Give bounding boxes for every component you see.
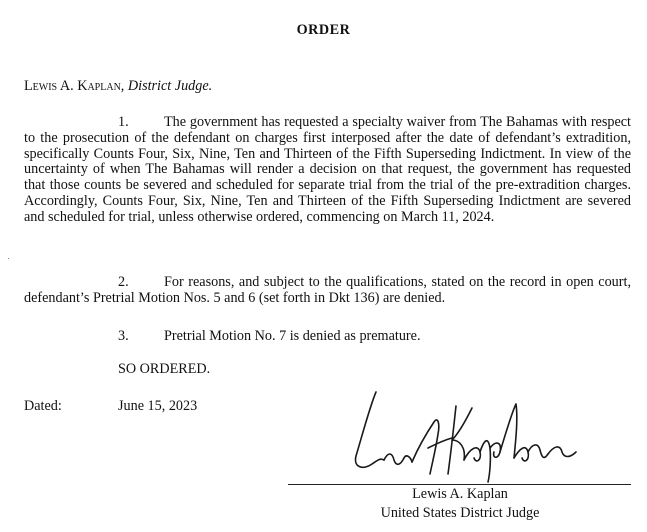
page-title: ORDER [296, 22, 351, 38]
signer-name: Lewis A. Kaplan [412, 486, 508, 502]
closing-so-ordered: SO ORDERED. [118, 361, 211, 377]
judge-name: Lewis A. Kaplan, [24, 78, 125, 94]
paragraph-number: 3. [118, 328, 129, 344]
paragraph-1 [24, 115, 631, 226]
paragraph-2 [24, 275, 631, 307]
paragraph-text: Pretrial Motion No. 7 is denied as premature. [164, 328, 421, 344]
paragraph-text: The government has requested a specialty waiver from The Bahamas with respect to the prosecution of the defendant on charges first interposed after the date of defendant’s extradition, specifically Counts Four, Six, Nine, Ten and Thirteen of the Fifth Superseding Indictment. In view of the uncertainty of when The Bahamas will render a decision on that request, the government has requested that those counts be severed and scheduled for separate trial from the trial of the pre-extradition charges. Accordingly, Counts Four, Six, Nine, Ten and Thirteen of the Fifth Superseding Indictment are severed and scheduled for trial, unless otherwise ordered, commencing on March 11, 2024. [24, 114, 631, 225]
judge-line [24, 79, 212, 95]
dated-label: Dated: [24, 398, 62, 414]
judge-title: District Judge. [127, 78, 213, 94]
paragraph-number: 1. [118, 114, 129, 130]
paragraph-number: 2. [118, 274, 129, 290]
paragraph-3 [24, 329, 631, 345]
signer-title: United States District Judge [380, 505, 540, 521]
paragraph-text: For reasons, and subject to the qualifications, stated on the record in open court, defendant’s Pretrial Motion Nos. 5 and 6 (set forth in Dkt 136) are denied. [24, 274, 631, 306]
scan-speck [8, 258, 9, 259]
handwritten-signature [340, 378, 600, 488]
signature-line [288, 484, 631, 485]
dated-value: June 15, 2023 [118, 398, 198, 414]
